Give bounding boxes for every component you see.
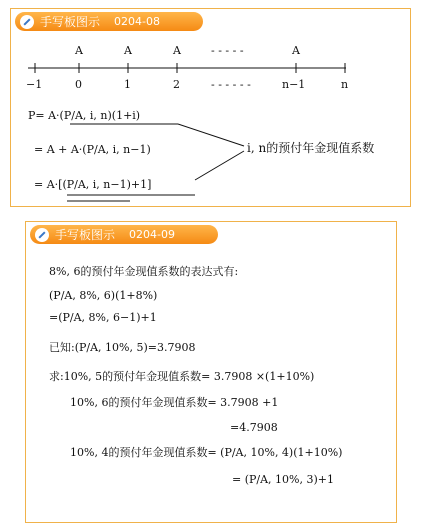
example-line: 10%, 6的预付年金现值系数= 3.7908 +1 [70,396,279,409]
example-line: 8%, 6的预付年金现值系数的表达式有: [49,265,239,278]
payment-label: A [292,44,300,57]
example-line: (P/A, 8%, 6)(1+8%) [49,289,158,302]
tick-label: n [341,78,349,91]
tick-label: n−1 [282,78,306,91]
example-line: 10%, 4的预付年金现值系数= (P/A, 10%, 4)(1+10%) [70,446,343,459]
tick-label: 1 [124,78,131,91]
panel-code: 0204-09 [129,228,175,241]
payment-label: A [173,44,181,57]
panel-title: 手写板图示 [55,228,116,242]
payment-label: A [124,44,132,57]
tick-label: −1 [26,78,43,91]
panel-header [30,225,218,244]
example-line: =(P/A, 8%, 6−1)+1 [49,311,157,324]
panel-title: 手写板图示 [40,15,101,29]
panel-code: 0204-08 [114,15,160,28]
timeline-dashes: - - - - - - [211,78,251,91]
timeline-dashes: - - - - - [211,44,244,57]
tick-label: 0 [75,78,82,91]
connector-line [195,151,244,180]
formula-line: P= A·(P/A, i, n)(1+i) [28,109,141,122]
example-line: = (P/A, 10%, 3)+1 [232,473,334,486]
tick-label: 2 [173,78,180,91]
annuity-note: i, n的预付年金现值系数 [247,141,375,155]
example-line: =4.7908 [230,421,278,434]
formula-line: = A + A·(P/A, i, n−1) [34,143,151,156]
connector-line [178,124,244,146]
payment-label: A [75,44,83,57]
formula-line: = A·[(P/A, i, n−1)+1] [34,178,152,191]
pen-icon [35,228,49,242]
example-line: 求:10%, 5的预付年金现值系数= 3.7908 ×(1+10%) [49,370,315,383]
example-line: 已知:(P/A, 10%, 5)=3.7908 [49,341,196,354]
